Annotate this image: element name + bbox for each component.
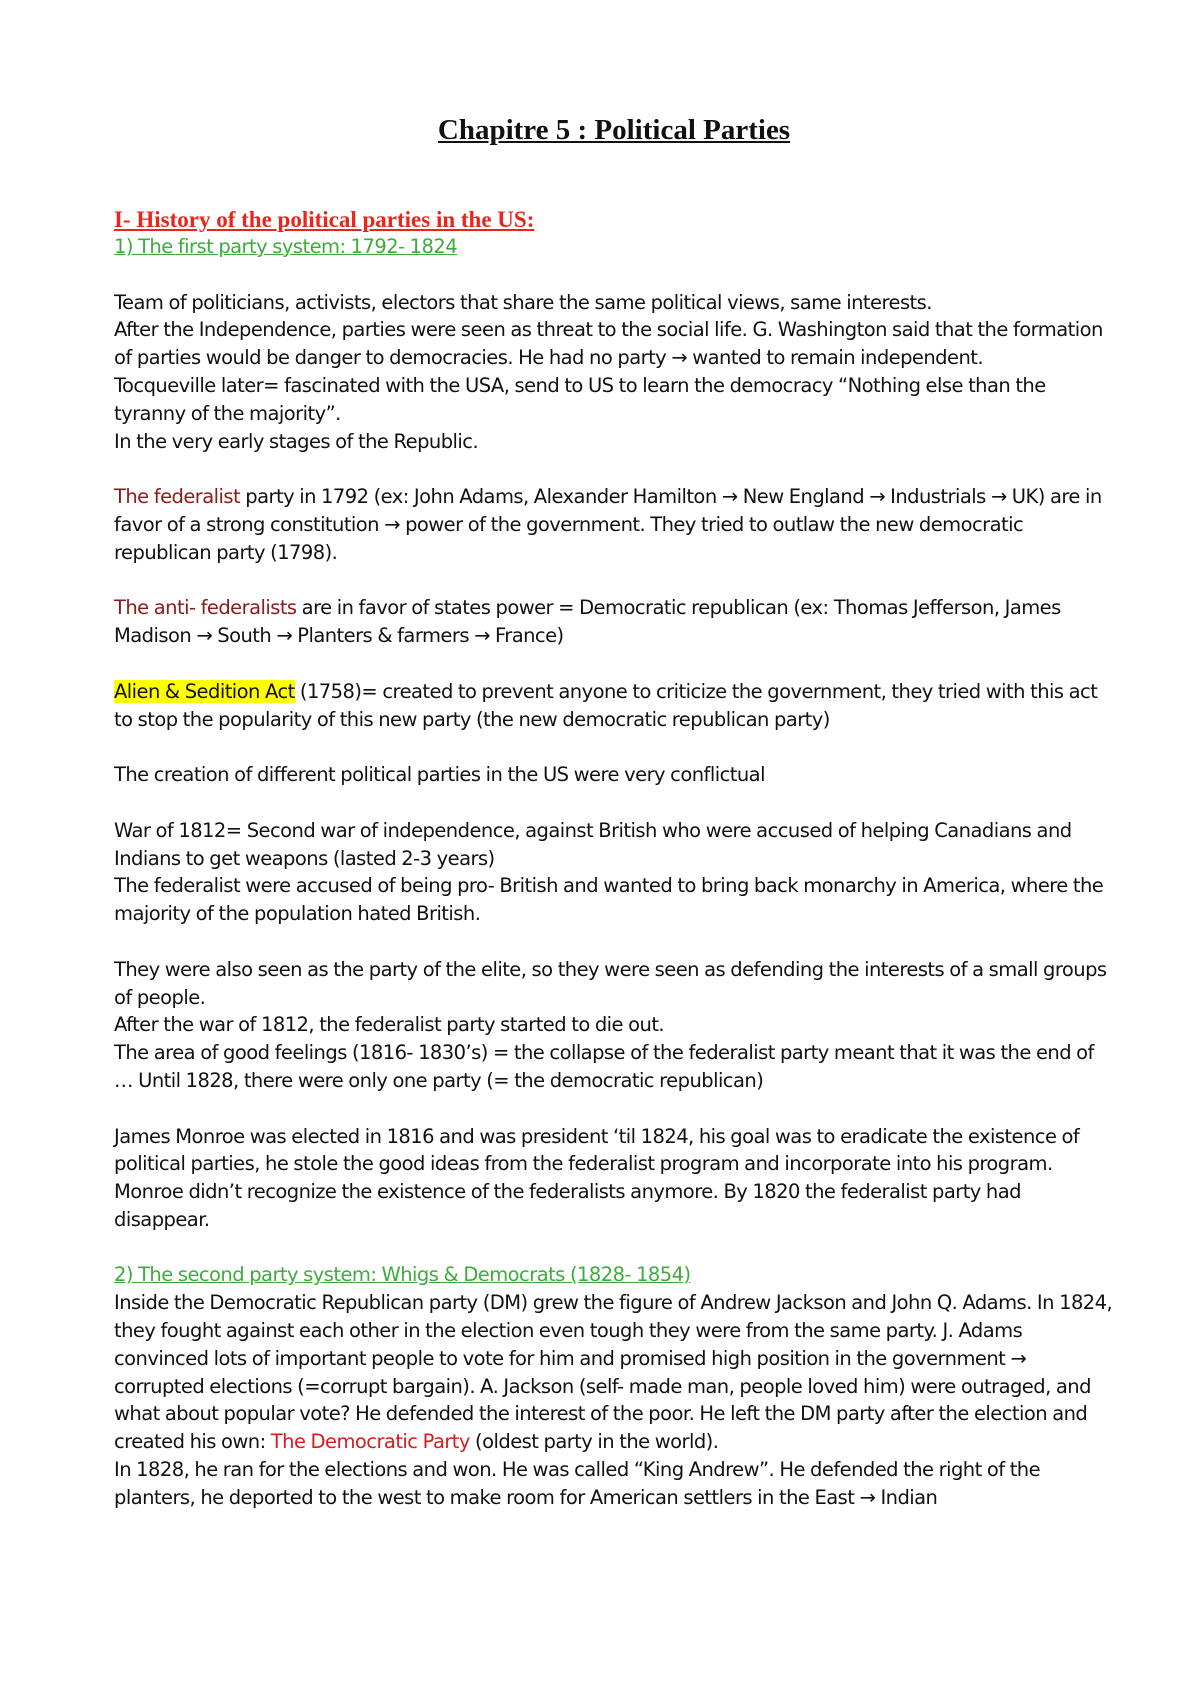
document-body <box>114 207 1114 1512</box>
paragraph-conflictual: The creation of different political parties in the US were very conflictual <box>114 763 765 787</box>
paragraph-independence: After the Independence, parties were seen as threat to the social life. G. Washington said that the formation of parties would be danger to democracies. He had no party → wanted to remain independent. <box>114 318 1103 370</box>
term-democratic-party: The Democratic Party <box>270 1430 470 1454</box>
paragraph-anti-federalists: The anti- federalists are in favor of states power = Democratic republican (ex: Thomas Jefferson, James Madison → South → Planters & farmers → France) <box>114 596 1061 648</box>
term-federalist: The federalist <box>114 485 241 509</box>
paragraph-monroe: James Monroe was elected in 1816 and was president ‘til 1824, his goal was to eradicate the existence of political parties, he stole the good ideas from the federalist program and incorporate into his program. Monroe didn’t recognize the existence of the federalists anymore. By 1820 the federalist party had disappear. <box>114 1124 1080 1231</box>
paragraph-jackson-adams: Inside the Democratic Republican party (DM) grew the figure of Andrew Jackson and John Q. Adams. In 1824, they fought against each other in the election even tough they were from the same party. J. Adams convinced lots of important people to vote for him and promised high position in the government → corrupted elections (=corrupt bargain). A. Jackson (self- made man, people loved him) were outraged, and what about popular vote? He defended the interest of the poor. He left the DM party after the election and created his own: The Democratic Party (oldest party in the world). <box>114 1291 1113 1454</box>
subheading-second-party-system: 2) The second party system: Whigs & Democrats (1828- 1854) <box>114 1263 691 1287</box>
paragraph-pro-british: The federalist were accused of being pro- British and wanted to bring back monarchy in America, where the majority of the population hated British. <box>114 874 1104 926</box>
paragraph-tocqueville: Tocqueville later= fascinated with the USA, send to US to learn the democracy “Nothing else than the tyranny of the majority”. <box>114 373 1046 425</box>
paragraph-early-republic: In the very early stages of the Republic. <box>114 429 479 453</box>
paragraph-good-feelings: The area of good feelings (1816- 1830’s) = the collapse of the federalist party meant that it was the end of … Until 1828, there were only one party (= the democratic republican) <box>114 1041 1094 1092</box>
subheading-first-party-system: 1) The first party system: 1792- 1824 <box>114 235 458 258</box>
paragraph-elite: They were also seen as the party of the elite, so they were seen as defending the interests of a small groups of people. <box>114 957 1107 1009</box>
term-anti-federalists: The anti- federalists <box>114 596 297 620</box>
highlighted-term-alien-sedition: Alien & Sedition Act <box>114 679 295 703</box>
paragraph-federalist: The federalist party in 1792 (ex: John Adams, Alexander Hamilton → New England → Industrials → UK) are in favor of a strong constitution → power of the government. They tried to outlaw the new democratic republican party (1798). <box>114 485 1102 564</box>
paragraph-definition: Team of politicians, activists, electors that share the same political views, same interests. <box>114 290 932 314</box>
section-heading-history: I- History of the political parties in the US: <box>114 207 535 232</box>
paragraph-king-andrew: In 1828, he ran for the elections and won. He was called “King Andrew”. He defended the right of the planters, he deported to the west to make room for American settlers in the East → Indian <box>114 1458 1041 1509</box>
paragraph-war-1812: War of 1812= Second war of independence, against British who were accused of helping Canadians and Indians to get weapons (lasted 2-3 years) <box>114 818 1072 870</box>
paragraph-die-out: After the war of 1812, the federalist party started to die out. <box>114 1013 665 1037</box>
page-title: Chapitre 5 : Political Parties <box>437 114 791 146</box>
document-page <box>114 0 1114 1698</box>
paragraph-alien-sedition: Alien & Sedition Act (1758)= created to prevent anyone to criticize the government, they tried with this act to stop the popularity of this new party (the new democratic republican party) <box>114 679 1098 731</box>
